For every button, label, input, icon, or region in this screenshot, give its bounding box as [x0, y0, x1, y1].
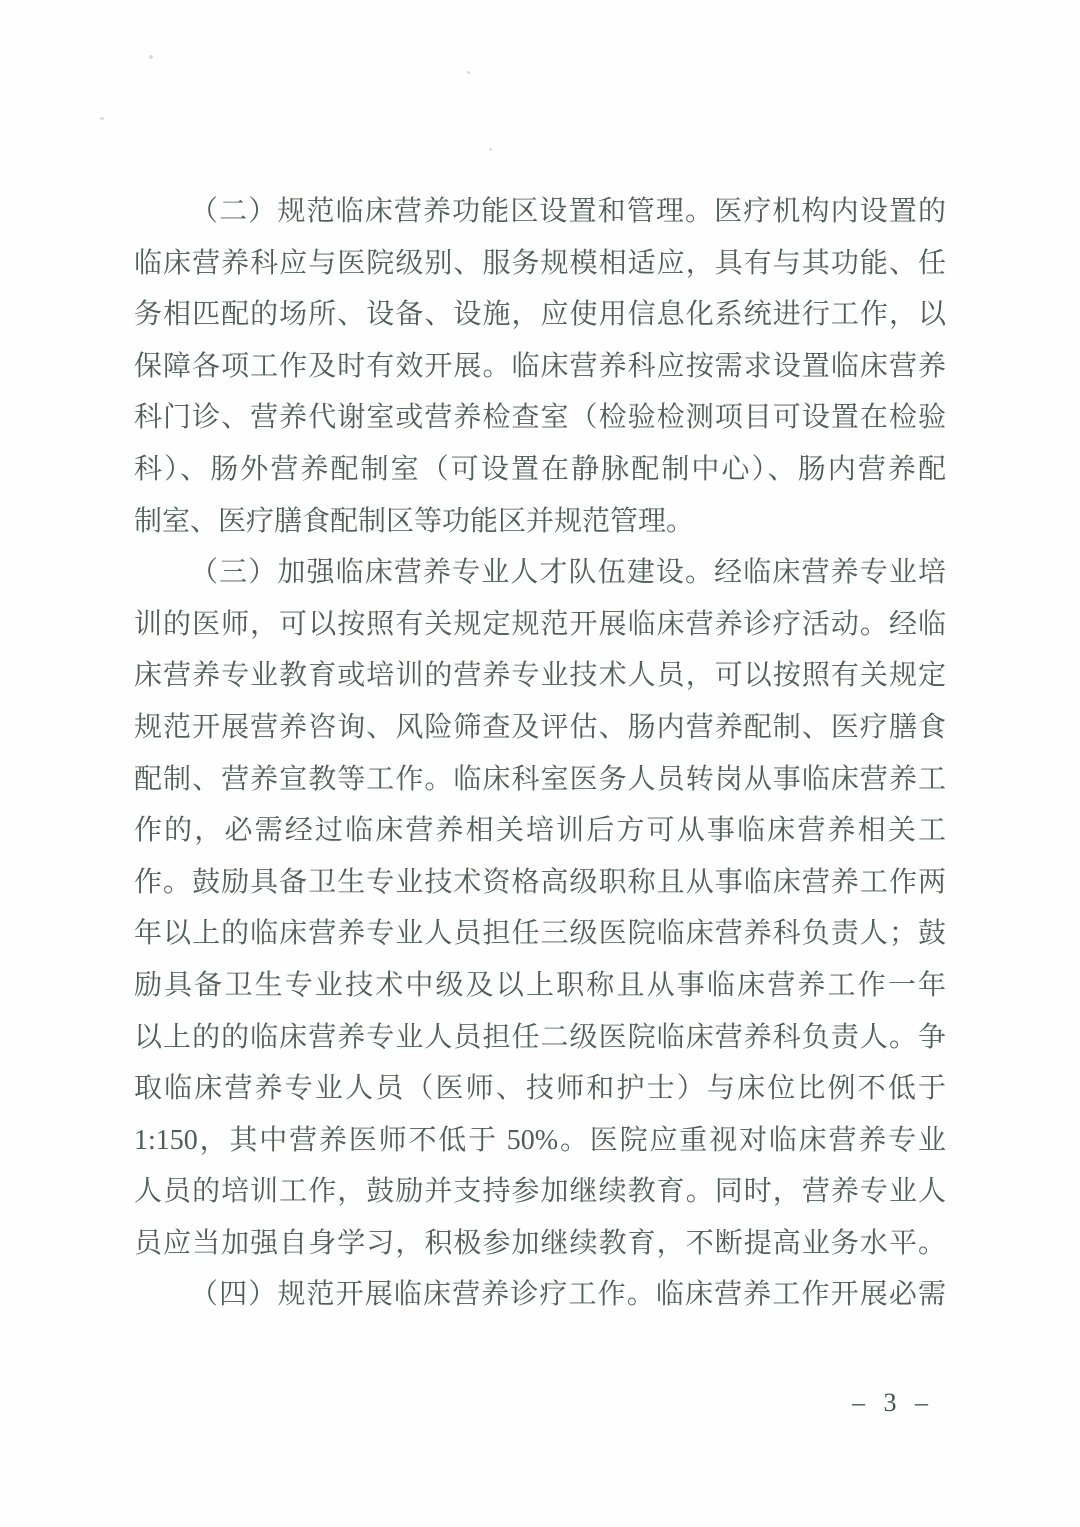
text-line: 员应当加强自身学习，积极参加继续教育，不断提高业务水平。 [134, 1227, 946, 1259]
text-line: （四）规范开展临床营养诊疗工作。临床营养工作开展必需 [190, 1279, 946, 1311]
text-line: 制室、医疗膳食配制区等功能区并规范管理。 [134, 505, 695, 537]
text-line: 配制、营养宣教等工作。临床科室医务人员转岗从事临床营养工 [134, 763, 946, 795]
text-line: 科）、肠外营养配制室（可设置在静脉配制中心）、肠内营养配 [134, 453, 946, 485]
page-number: – 3 – [852, 1388, 934, 1417]
text-line: 床营养专业教育或培训的营养专业技术人员，可以按照有关规定 [134, 660, 946, 692]
text-line: 1:150，其中营养医师不低于 50%。医院应重视对临床营养专业 [134, 1124, 946, 1156]
text-line: 励具备卫生专业技术中级及以上职称且从事临床营养工作一年 [134, 969, 946, 1001]
text-line: 以上的的临床营养专业人员担任二级医院临床营养科负责人。争 [134, 1021, 946, 1053]
text-line: 科门诊、营养代谢室或营养检查室（检验检测项目可设置在检验 [134, 402, 946, 434]
text-line: 训的医师，可以按照有关规定规范开展临床营养诊疗活动。经临 [134, 608, 946, 640]
text-line: 作的，必需经过临床营养相关培训后方可从事临床营养相关工 [134, 815, 946, 847]
text-line: （二）规范临床营养功能区设置和管理。医疗机构内设置的 [190, 196, 946, 227]
text-line: 临床营养科应与医院级别、服务规模相适应，具有与其功能、任 [134, 247, 946, 279]
text-line: 规范开展营养咨询、风险筛查及评估、肠内营养配制、医疗膳食 [134, 711, 946, 743]
text-line: 作。鼓励具备卫生专业技术资格高级职称且从事临床营养工作两 [134, 866, 946, 898]
text-line: 人员的培训工作，鼓励并支持参加继续教育。同时，营养专业人 [134, 1176, 946, 1208]
scan-speck [100, 117, 104, 120]
text-line: 取临床营养专业人员（医师、技师和护士）与床位比例不低于 [134, 1073, 946, 1105]
scan-speck [149, 55, 153, 59]
document-body [134, 186, 946, 1321]
scan-speck [489, 148, 492, 151]
scan-speck [467, 71, 470, 74]
text-line: 务相匹配的场所、设备、设施，应使用信息化系统进行工作，以 [134, 299, 946, 331]
text-line: 保障各项工作及时有效开展。临床营养科应按需求设置临床营养 [134, 350, 946, 382]
text-line: 年以上的临床营养专业人员担任三级医院临床营养科负责人；鼓 [134, 918, 946, 950]
text-line: （三）加强临床营养专业人才队伍建设。经临床营养专业培 [190, 557, 946, 589]
